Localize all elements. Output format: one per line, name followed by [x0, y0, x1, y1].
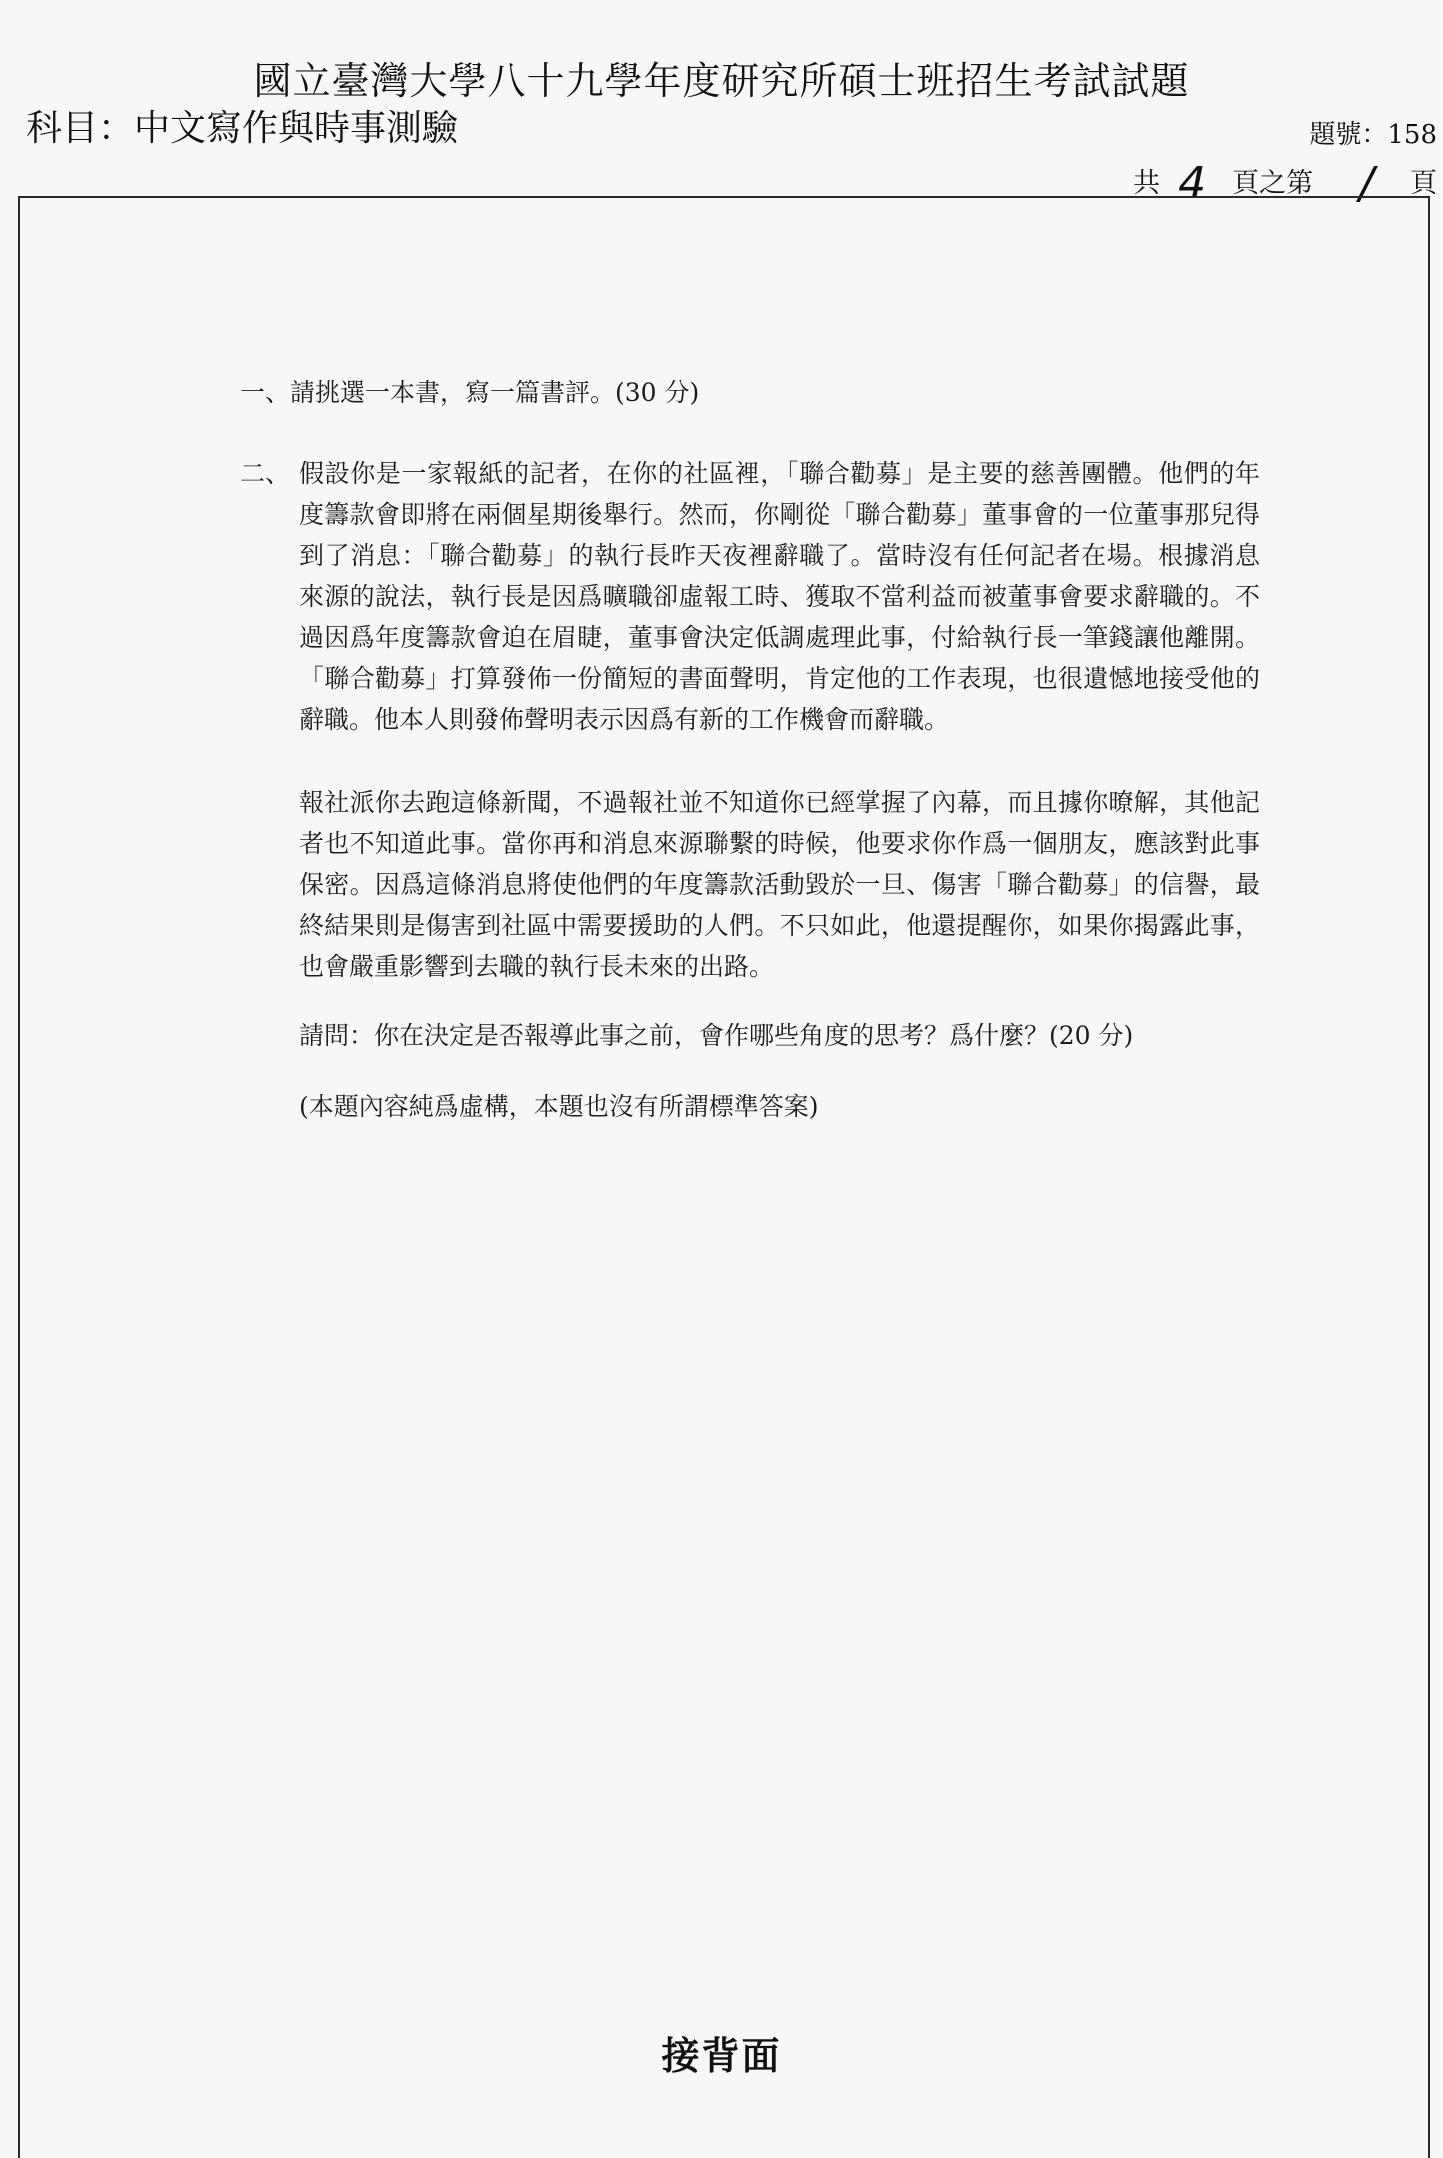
page-suffix: 頁 [1410, 168, 1437, 199]
question-1: 一、請挑選一本書，寫一篇書評。(30 分) [240, 378, 700, 407]
question-2-paragraph-1: 假設你是一家報紙的記者，在你的社區裡，「聯合勸募」是主要的慈善團體。他們的年度籌款會即將在兩個星期後舉行。然而，你剛從「聯合勸募」董事會的一位董事那兒得到了消息：「聯合勸募」的執行長昨天夜裡辭職了。當時沒有任何記者在場。根據消息來源的說法，執行長是因爲曠職卻虛報工時、獲取不當利益而被董事會要求辭職的。不過因爲年度籌款會迫在眉睫，董事會決定低調處理此事，付給執行長一筆錢讓他離開。「聯合勸募」打算發佈一份簡短的書面聲明，肯定他的工作表現，也很遺憾地接受他的辭職。他本人則發佈聲明表示因爲有新的工作機會而辭職。 [299, 459, 1260, 734]
question-2-number: 二、 [240, 459, 291, 488]
question-number: 題號：158 [1309, 120, 1437, 150]
continue-on-back-note: 接背面 [661, 2033, 782, 2078]
question-2-note: (本題內容純爲虛構，本題也沒有所謂標準答案) [299, 1092, 819, 1121]
exam-header-title: 國立臺灣大學八十九學年度研究所碩士班招生考試試題 [253, 59, 1190, 103]
page-prefix: 共 [1133, 168, 1161, 199]
page-middle: 頁之第 [1232, 168, 1314, 199]
exam-content [240, 372, 1260, 1127]
page-total-handwritten: 4 [1178, 158, 1207, 209]
question-2-paragraph-2: 報社派你去跑這條新聞，不過報社並不知道你已經掌握了內幕，而且據你暸解，其他記者也不知道此事。當你再和消息來源聯繫的時候，他要求你作爲一個朋友，應該對此事保密。因爲這條消息將使他們的年度籌款活動毀於一旦、傷害「聯合勸募」的信譽，最終結果則是傷害到社區中需要援助的人們。不只如此，他還提醒你，如果你揭露此事，也會嚴重影響到去職的執行長未來的出路。 [299, 788, 1260, 981]
question-2 [240, 453, 1260, 1127]
page-current-handwritten: / [1359, 158, 1374, 209]
question-2-prompt: 請問：你在決定是否報導此事之前，會作哪些角度的思考？爲什麼？(20 分) [299, 1021, 1134, 1050]
exam-subject: 科目：中文寫作與時事測驗 [26, 108, 459, 149]
